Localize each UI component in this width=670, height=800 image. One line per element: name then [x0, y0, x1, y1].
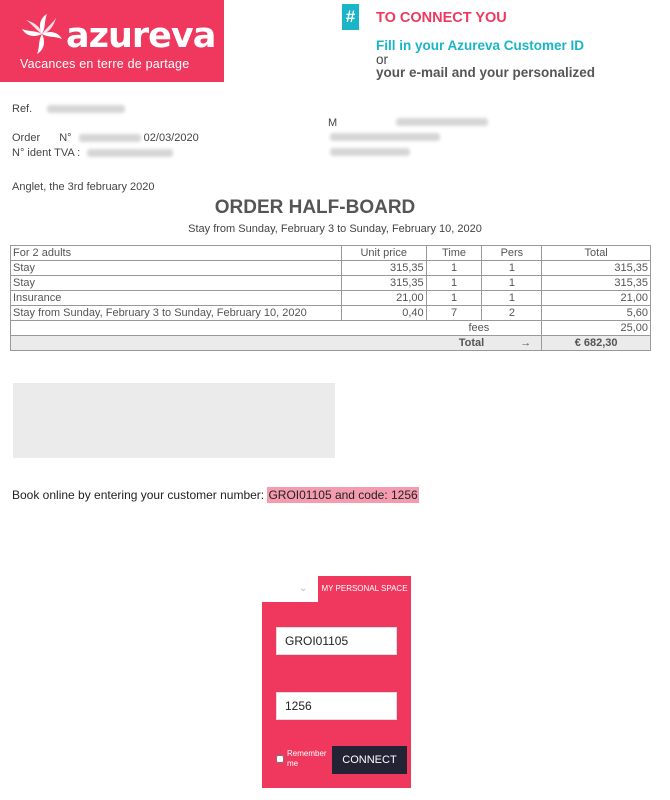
login-panel — [262, 602, 411, 788]
customer-id-input[interactable] — [276, 627, 397, 655]
order-date: 02/03/2020 — [143, 132, 199, 144]
logo-tagline: Vacances en terre de partage — [20, 57, 190, 71]
connect-button[interactable]: CONNECT — [332, 746, 407, 774]
hash-icon: # — [342, 4, 359, 30]
table-row — [11, 306, 651, 321]
connect-instruction-or: or — [376, 52, 389, 67]
order-line — [12, 132, 199, 144]
order-label: Order — [12, 132, 41, 144]
row-label: Stay from Sunday, February 3 to Sunday, February 10, 2020 — [11, 306, 342, 321]
unit-price: 315,35 — [341, 261, 426, 276]
order-number-label: N° — [59, 132, 72, 144]
connect-title: TO CONNECT YOU — [376, 10, 507, 26]
vat-line — [12, 147, 173, 159]
row-label: Stay — [11, 261, 342, 276]
row-total: 5,60 — [542, 306, 651, 321]
unit-price: 21,00 — [341, 291, 426, 306]
tab-my-personal-space[interactable]: MY PERSONAL SPACE — [318, 576, 411, 602]
order-title: ORDER HALF-BOARD — [214, 197, 416, 218]
table-header-row — [11, 246, 651, 261]
row-total: 315,35 — [542, 276, 651, 291]
stay-period: Stay from Sunday, February 3 to Sunday, February 10, 2020 — [188, 223, 482, 235]
table-header: Unit price — [341, 246, 426, 261]
ref-label: Ref. — [12, 103, 33, 115]
table-row — [11, 261, 651, 276]
total-label: Total — [458, 337, 485, 349]
pers: 1 — [482, 276, 542, 291]
fees-label: fees — [11, 321, 542, 336]
time: 1 — [426, 276, 482, 291]
date-line: Anglet, the 3rd february 2020 — [12, 181, 155, 193]
ref-line — [12, 103, 125, 115]
time: 1 — [426, 291, 482, 306]
table-header: Total — [542, 246, 651, 261]
table-header: For 2 adults — [11, 246, 342, 261]
remember-me-label: Remember me — [287, 749, 327, 768]
remember-me-checkbox[interactable] — [276, 755, 284, 763]
pers: 1 — [482, 291, 542, 306]
redacted-vat — [87, 149, 173, 157]
fees-row — [11, 321, 651, 336]
booking-instruction — [12, 488, 419, 502]
booking-text: Book online by entering your customer number: — [12, 488, 268, 502]
code-input[interactable] — [276, 692, 397, 720]
time: 7 — [426, 306, 482, 321]
placeholder-box — [13, 383, 335, 458]
order-table — [10, 245, 651, 351]
azureva-logo — [0, 0, 224, 82]
connect-instruction-email: your e-mail and your personalized — [376, 65, 596, 80]
time: 1 — [426, 261, 482, 276]
total-value: € 682,30 — [542, 336, 651, 351]
logo-wordmark: azureva — [66, 16, 216, 56]
sun-swirl-icon — [20, 12, 64, 56]
chevron-down-icon: ⌄ — [299, 583, 308, 594]
pers: 1 — [482, 261, 542, 276]
row-label: Insurance — [11, 291, 342, 306]
booking-credentials-highlight: GROI01105 and code: 1256 — [268, 488, 418, 502]
table-row — [11, 276, 651, 291]
total-row — [11, 336, 651, 351]
pers: 2 — [482, 306, 542, 321]
fees-value: 25,00 — [542, 321, 651, 336]
connect-instruction-id: Fill in your Azureva Customer ID — [376, 38, 585, 53]
unit-price: 0,40 — [341, 306, 426, 321]
redacted-order-number — [79, 134, 141, 142]
table-header: Time — [426, 246, 482, 261]
redacted-ref — [47, 105, 125, 113]
row-total: 21,00 — [542, 291, 651, 306]
recipient-prefix: M — [328, 117, 338, 129]
arrow-right-icon: → — [520, 337, 532, 349]
redacted-address — [330, 118, 488, 163]
row-total: 315,35 — [542, 261, 651, 276]
unit-price: 315,35 — [341, 276, 426, 291]
row-label: Stay — [11, 276, 342, 291]
table-header: Pers — [482, 246, 542, 261]
table-row — [11, 291, 651, 306]
vat-label: N° ident TVA : — [12, 147, 81, 159]
